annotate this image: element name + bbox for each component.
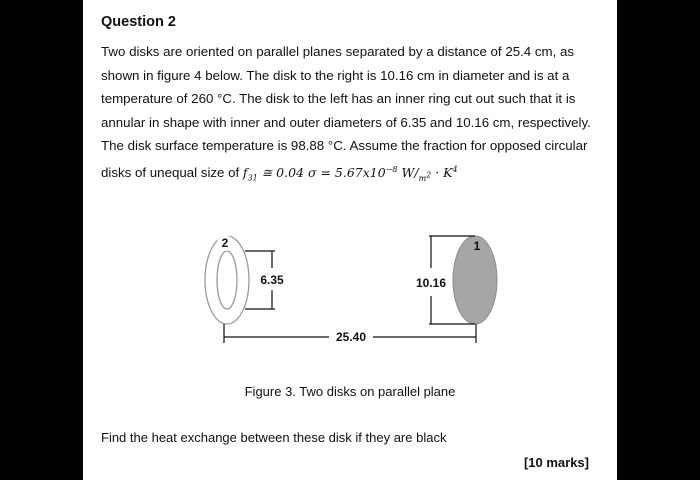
- question-line-1: Two disks are oriented on parallel planes separated by a distance of 25.4 cm, as: [101, 44, 575, 59]
- question-line-3: temperature of 260 °C. The disk to the left has an inner ring cut out such that it is: [101, 91, 576, 107]
- formula-f-sub: 31: [247, 173, 258, 183]
- formula-unit-w: W: [397, 165, 415, 181]
- question-line-5: The disk surface temperature is 98.88 °C. Assume the fraction for opposed circular: [101, 138, 588, 154]
- question-line-4: annular in shape with inner and outer diameters of 6.35 and 10.16 cm, respectively.: [101, 114, 591, 130]
- figure-caption: Figure 3. Two disks on parallel plane: [244, 384, 456, 399]
- formula-exp: −8: [385, 164, 398, 174]
- inner-diameter-label: 6.35: [260, 273, 284, 287]
- right-disk-number: 1: [473, 239, 481, 253]
- outer-diameter-label: 10.16: [415, 276, 447, 290]
- formula-slash: /: [414, 165, 419, 181]
- question-line-2: shown in figure 4 below. The disk to the right is 10.16 cm in diameter and is at a: [101, 67, 570, 83]
- formula-unit-m: m2: [418, 169, 432, 183]
- formula-k-exp: 4: [452, 164, 458, 174]
- two-disks-figure: [83, 0, 617, 480]
- marks-label: [10 marks]: [523, 455, 589, 470]
- formula-m-exp: 2: [426, 169, 432, 179]
- document-sheet: [83, 0, 617, 480]
- formula-f: f: [242, 165, 248, 181]
- left-disk-label: [217, 235, 233, 251]
- separation-label: 25.40: [335, 330, 367, 344]
- right-disk-label: [470, 239, 484, 253]
- question-line-6-text: disks of unequal size of: [101, 165, 243, 181]
- formula-approx: ≅ 0.04 σ = 5.67x10: [257, 165, 386, 181]
- question-heading: Question 2: [101, 14, 176, 30]
- formula-unit-k: · K: [431, 165, 453, 181]
- left-disk-number: 2: [221, 236, 229, 250]
- task-text: Find the heat exchange between these disk if they are black: [101, 430, 447, 445]
